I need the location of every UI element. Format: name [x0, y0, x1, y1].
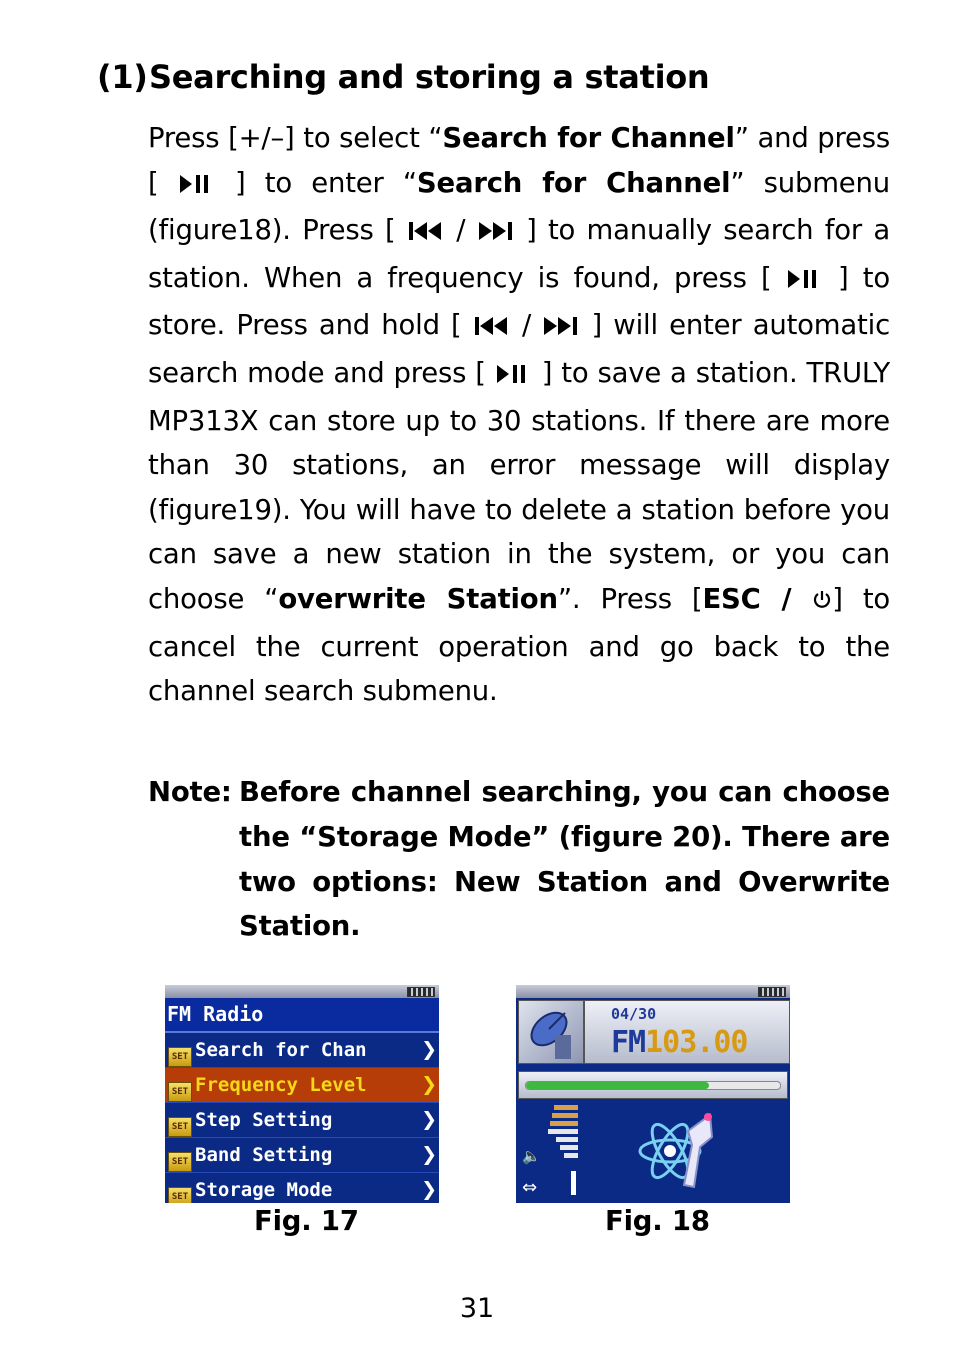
signal-strength-bar	[518, 1071, 788, 1099]
body-text-9: ”. Press [	[557, 582, 703, 615]
chevron-right-icon: ❯	[421, 1035, 437, 1065]
volume-meter	[518, 1101, 580, 1201]
chevron-right-icon: ❯	[421, 1175, 437, 1203]
set-icon: SET	[168, 1047, 192, 1067]
next-track-icon	[477, 211, 515, 256]
body-text-10: ] to cancel the current operation and go back to the channel search submenu.	[148, 582, 891, 708]
figure-17-caption: Fig. 17	[254, 1205, 359, 1237]
menu-item-label: Frequency Level	[195, 1074, 367, 1096]
next-track-icon	[542, 306, 580, 351]
menu-item-band-setting[interactable]	[165, 1138, 439, 1173]
volume-bar	[554, 1105, 578, 1110]
set-icon: SET	[168, 1117, 192, 1137]
instructions-paragraph	[148, 116, 890, 714]
frequency-value: 103.00	[645, 1025, 748, 1060]
bold-esc: ESC /	[702, 582, 813, 615]
slash-1: /	[444, 214, 477, 247]
status-bar	[516, 985, 790, 998]
chevron-right-icon: ❯	[421, 1140, 437, 1170]
power-icon	[812, 580, 832, 625]
signal-fill	[526, 1082, 709, 1089]
volume-bar	[548, 1129, 578, 1134]
body-text-1: Press [+/–] to select “	[148, 122, 443, 154]
body-text-6: ] to store. Press and hold [	[148, 261, 890, 342]
bold-overwrite-station: overwrite Station	[278, 582, 558, 615]
section-heading	[97, 58, 709, 96]
bold-search-for-channel-1: Search for Channel	[442, 122, 735, 154]
previous-track-icon	[407, 211, 445, 256]
volume-bar	[556, 1137, 578, 1142]
figure-18-screen	[516, 985, 790, 1203]
body-text-4: ” submenu (figure18). Press [	[148, 166, 890, 247]
menu-item-search-for-channel[interactable]	[165, 1033, 439, 1068]
band-label: FM	[611, 1025, 646, 1060]
body-text-2: ” and press [	[148, 122, 890, 199]
body-text-8: ] to save a station. TRULY MP313X can store up to 30 stations. If there are more than 30 stations, an error message will display (figure19). You will have to delete a station before you can save a new station in the system, or you can choose “	[148, 356, 890, 615]
body-text-7: ] will enter automatic search mode and press [	[148, 309, 890, 389]
body-text-3: ] to enter “	[215, 166, 417, 199]
frequency-readout	[611, 1025, 748, 1060]
slider-tick	[571, 1171, 576, 1195]
volume-bar	[552, 1113, 578, 1118]
bold-search-for-channel-2: Search for Channel	[416, 166, 731, 199]
satellite-dish-icon	[518, 1000, 584, 1064]
chevron-right-icon: ❯	[421, 1105, 437, 1135]
frequency-display	[584, 1000, 790, 1064]
station-count: 04/30	[611, 1005, 657, 1023]
slash-2: /	[510, 309, 543, 342]
speaker-icon: 🔈	[522, 1147, 541, 1165]
body-text-5: ] to manually search for a station. When a frequency is found, press [	[148, 214, 890, 294]
menu-item-frequency-level[interactable]	[165, 1068, 439, 1103]
play-pause-icon	[178, 164, 216, 209]
battery-icon	[758, 987, 786, 997]
set-icon: SET	[168, 1187, 192, 1203]
set-icon: SET	[168, 1152, 192, 1172]
menu-item-label: Step Setting	[195, 1109, 333, 1131]
volume-bar	[564, 1153, 578, 1158]
status-bar	[165, 985, 439, 998]
menu-item-storage-mode[interactable]	[165, 1173, 439, 1203]
set-icon: SET	[168, 1082, 192, 1102]
menu-item-label: Band Setting	[195, 1144, 333, 1166]
volume-bar	[560, 1145, 578, 1150]
previous-track-icon	[473, 306, 511, 351]
section-title: Searching and storing a station	[149, 58, 710, 96]
figure-17-screen	[165, 985, 439, 1203]
menu-item-label: Storage Mode	[195, 1179, 333, 1201]
note-text: Before channel searching, you can choose the “Storage Mode” (figure 20). There are two options: New Station and Overwrite Station.	[239, 776, 890, 943]
volume-bar	[550, 1121, 578, 1126]
note-block	[148, 770, 890, 949]
figure-18-caption: Fig. 18	[605, 1205, 710, 1237]
atom-logo	[584, 1101, 788, 1201]
play-pause-icon	[495, 354, 533, 399]
menu-item-step-setting[interactable]	[165, 1103, 439, 1138]
battery-icon	[407, 987, 435, 997]
menu-item-label: Search for Chan	[195, 1039, 367, 1061]
horizontal-arrows-icon: ⇔	[522, 1177, 538, 1198]
menu-title: FM Radio	[165, 998, 439, 1033]
chevron-right-icon: ❯	[421, 1070, 437, 1100]
section-number: (1)	[97, 58, 148, 96]
play-pause-icon	[786, 259, 824, 304]
page-number: 31	[459, 1293, 495, 1324]
signal-track	[525, 1081, 781, 1090]
note-label: Note:	[148, 776, 232, 808]
